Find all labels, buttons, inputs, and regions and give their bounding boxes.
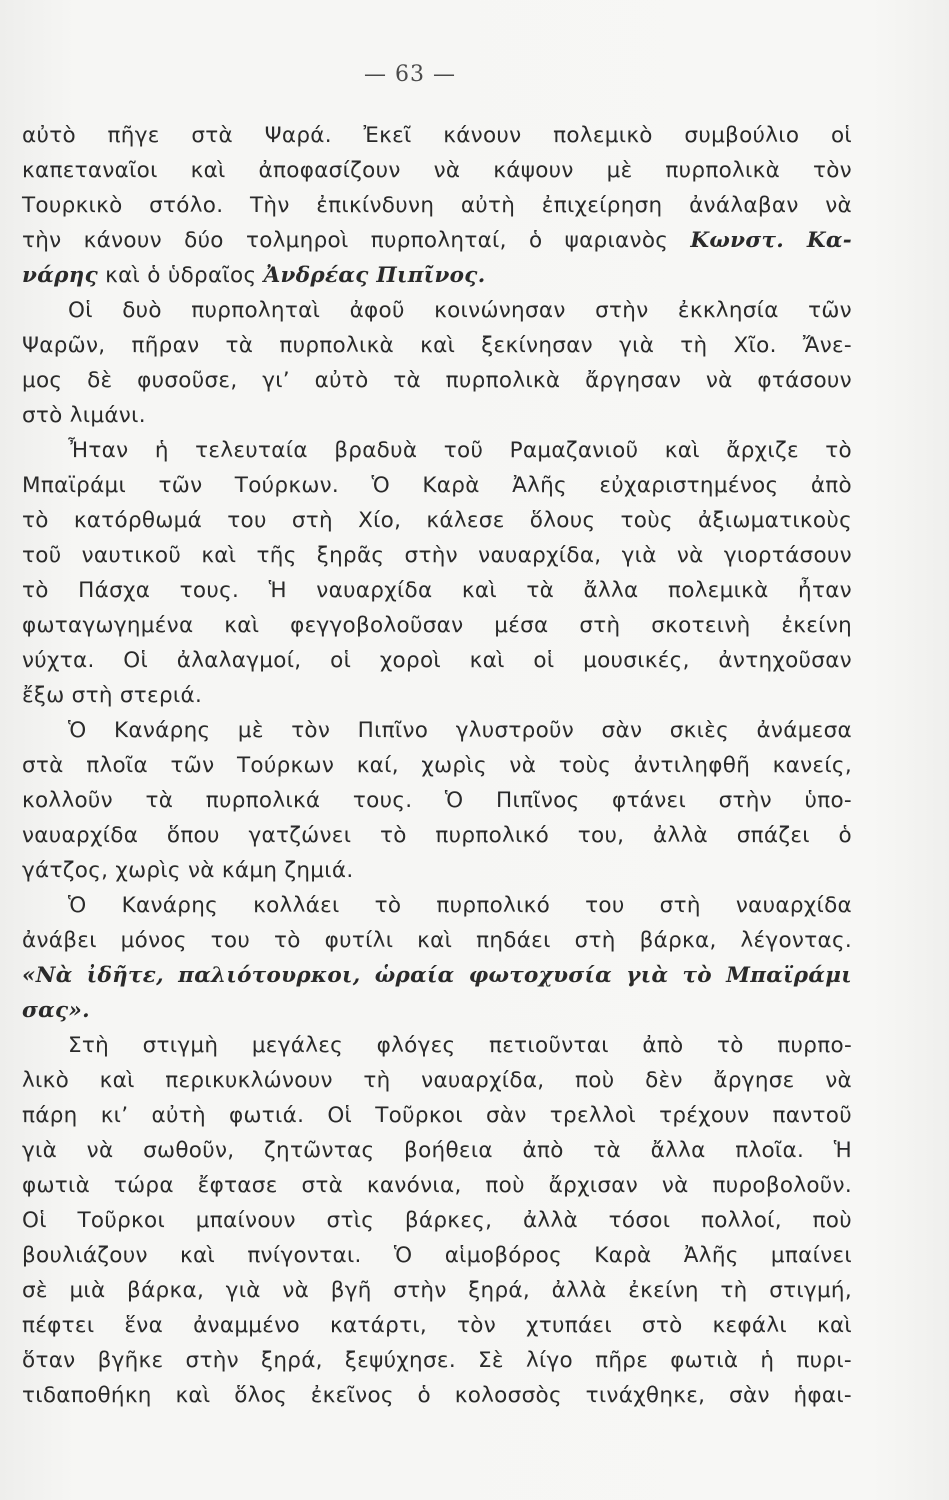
text-line [22, 223, 852, 258]
text-line [22, 818, 852, 853]
text-line [22, 468, 852, 503]
text-line [22, 363, 852, 398]
emphasized-text: σας». [22, 998, 90, 1023]
text-segment: Ὁ Κανάρης μὲ τὸν Πιπῖνο γλυστροῦν σὰν σκιὲς ἀνάμεσα [68, 718, 852, 743]
text-line [22, 1028, 852, 1063]
text-line [22, 748, 852, 783]
emphasized-text: Ἀνδρέας Πιπῖνος. [263, 263, 486, 288]
text-line [22, 1308, 852, 1343]
text-line [22, 923, 852, 958]
text-line [22, 853, 852, 888]
text-line [22, 1133, 852, 1168]
text-segment: σὲ μιὰ βάρκα, γιὰ νὰ βγῆ στὴν ξηρά, ἀλλὰ ἐκείνη τὴ στιγμή, [22, 1278, 852, 1303]
text-line [22, 153, 852, 188]
text-segment: στὸ λιμάνι. [22, 403, 146, 428]
text-segment: Τουρκικὸ στόλο. Τὴν ἐπικίνδυνη αὐτὴ ἐπιχείρηση ἀνάλαβαν νὰ [22, 193, 852, 218]
text-line [22, 1378, 852, 1413]
text-segment: τοῦ ναυτικοῦ καὶ τῆς ξηρᾶς στὴν ναυαρχίδα, γιὰ νὰ γιορτάσουν [22, 543, 852, 568]
text-line [22, 1238, 852, 1273]
text-segment: καπεταναῖοι καὶ ἀποφασίζουν νὰ κάψουν μὲ πυρπολικὰ τὸν [22, 158, 852, 183]
text-segment: τὸ κατόρθωμά του στὴ Χίο, κάλεσε ὅλους τοὺς ἀξιωματικοὺς [22, 508, 852, 533]
text-segment: Μπαϊράμι τῶν Τούρκων. Ὁ Καρὰ Ἀλῆς εὐχαριστημένος ἀπὸ [22, 473, 852, 498]
text-segment: νύχτα. Οἱ ἀλαλαγμοί, οἱ χοροὶ καὶ οἱ μουσικές, ἀντηχοῦσαν [22, 648, 852, 673]
text-line [22, 1343, 852, 1378]
text-segment: Οἱ δυὸ πυρποληταὶ ἀφοῦ κοινώνησαν στὴν ἐκκλησία τῶν [68, 298, 852, 323]
text-segment: βουλιάζουν καὶ πνίγονται. Ὁ αἱμοβόρος Καρὰ Ἀλῆς μπαίνει [22, 1243, 852, 1268]
page-number: — 63 — [364, 62, 456, 87]
text-segment: κολλοῦν τὰ πυρπολικά τους. Ὁ Πιπῖνος φτάνει στὴν ὑπο- [22, 788, 852, 813]
text-segment: Ὁ Κανάρης κολλάει τὸ πυρπολικό του στὴ ναυαρχίδα [68, 893, 852, 918]
text-line [22, 1203, 852, 1238]
text-line [22, 573, 852, 608]
emphasized-text: Κωνστ. Κα- [690, 228, 852, 253]
text-segment: γιὰ νὰ σωθοῦν, ζητῶντας βοήθεια ἀπὸ τὰ ἄλλα πλοῖα. Ἡ [22, 1138, 852, 1163]
text-segment: στὰ πλοῖα τῶν Τούρκων καί, χωρὶς νὰ τοὺς ἀντιληφθῆ κανείς, [22, 753, 852, 778]
text-segment: φωταγωγημένα καὶ φεγγοβολοῦσαν μέσα στὴ σκοτεινὴ ἐκείνη [22, 613, 852, 638]
text-segment: Στὴ στιγμὴ μεγάλες φλόγες πετιοῦνται ἀπὸ τὸ πυρπο- [68, 1033, 852, 1058]
text-segment: γάτζος, χωρὶς νὰ κάμη ζημιά. [22, 858, 354, 883]
text-line [22, 188, 852, 223]
text-line [22, 888, 852, 923]
text-line [22, 783, 852, 818]
text-line [22, 713, 852, 748]
text-segment: πέφτει ἕνα ἀναμμένο κατάρτι, τὸν χτυπάει στὸ κεφάλι καὶ [22, 1313, 852, 1338]
emphasized-text: «Νὰ ἰδῆτε, παλιότουρκοι, ὡραία φωτοχυσία γιὰ τὸ Μπαϊράμι [22, 963, 852, 988]
emphasized-text: νάρης [22, 263, 98, 288]
text-segment: Ἦταν ἡ τελευταία βραδυὰ τοῦ Ραμαζανιοῦ καὶ ἄρχιζε τὸ [68, 438, 852, 463]
text-segment: ὅταν βγῆκε στὴν ξηρά, ξεψύχησε. Σὲ λίγο πῆρε φωτιὰ ἡ πυρι- [22, 1348, 852, 1373]
text-line [22, 1098, 852, 1133]
text-line [22, 678, 852, 713]
text-segment: τὸ Πάσχα τους. Ἡ ναυαρχίδα καὶ τὰ ἄλλα πολεμικὰ ἦταν [22, 578, 852, 603]
text-segment: πάρη κι’ αὐτὴ φωτιά. Οἱ Τοῦρκοι σὰν τρελλοὶ τρέχουν παντοῦ [22, 1103, 852, 1128]
text-line [22, 293, 852, 328]
text-segment: ἔξω στὴ στεριά. [22, 683, 203, 708]
text-segment: μος δὲ φυσοῦσε, γι’ αὐτὸ τὰ πυρπολικὰ ἄργησαν νὰ φτάσουν [22, 368, 852, 393]
text-segment: Οἱ Τοῦρκοι μπαίνουν στὶς βάρκες, ἀλλὰ τόσοι πολλοί, ποὺ [22, 1208, 852, 1233]
text-line [22, 958, 852, 993]
text-line [22, 433, 852, 468]
text-line [22, 503, 852, 538]
text-segment: λικὸ καὶ περικυκλώνουν τὴ ναυαρχίδα, ποὺ δὲν ἄργησε νὰ [22, 1068, 852, 1093]
text-line [22, 258, 852, 293]
text-segment: Ψαρῶν, πῆραν τὰ πυρπολικὰ καὶ ξεκίνησαν γιὰ τὴ Χῖο. Ἄνε- [22, 333, 852, 358]
text-line [22, 643, 852, 678]
text-segment: ναυαρχίδα ὅπου γατζώνει τὸ πυρπολικό του, ἀλλὰ σπάζει ὁ [22, 823, 852, 848]
text-segment: αὐτὸ πῆγε στὰ Ψαρά. Ἐκεῖ κάνουν πολεμικὸ συμβούλιο οἱ [22, 123, 852, 148]
text-line [22, 608, 852, 643]
text-segment: ἀνάβει μόνος του τὸ φυτίλι καὶ πηδάει στὴ βάρκα, λέγοντας. [22, 928, 852, 953]
text-line [22, 993, 852, 1028]
text-line [22, 398, 852, 433]
text-line [22, 118, 852, 153]
text-line [22, 1063, 852, 1098]
text-line [22, 538, 852, 573]
text-line [22, 328, 852, 363]
text-segment: τιδαποθήκη καὶ ὅλος ἐκεῖνος ὁ κολοσσὸς τινάχθηκε, σὰν ἡφαι- [22, 1383, 852, 1408]
text-line [22, 1168, 852, 1203]
text-segment: φωτιὰ τώρα ἔφτασε στὰ κανόνια, ποὺ ἄρχισαν νὰ πυροβολοῦν. [22, 1173, 852, 1198]
text-segment: τὴν κάνουν δύο τολμηροὶ πυρποληταί, ὁ ψαριανὸς [22, 228, 691, 253]
text-segment: καὶ ὁ ὑδραῖος [97, 263, 264, 288]
body-text [22, 118, 852, 1413]
text-line [22, 1273, 852, 1308]
